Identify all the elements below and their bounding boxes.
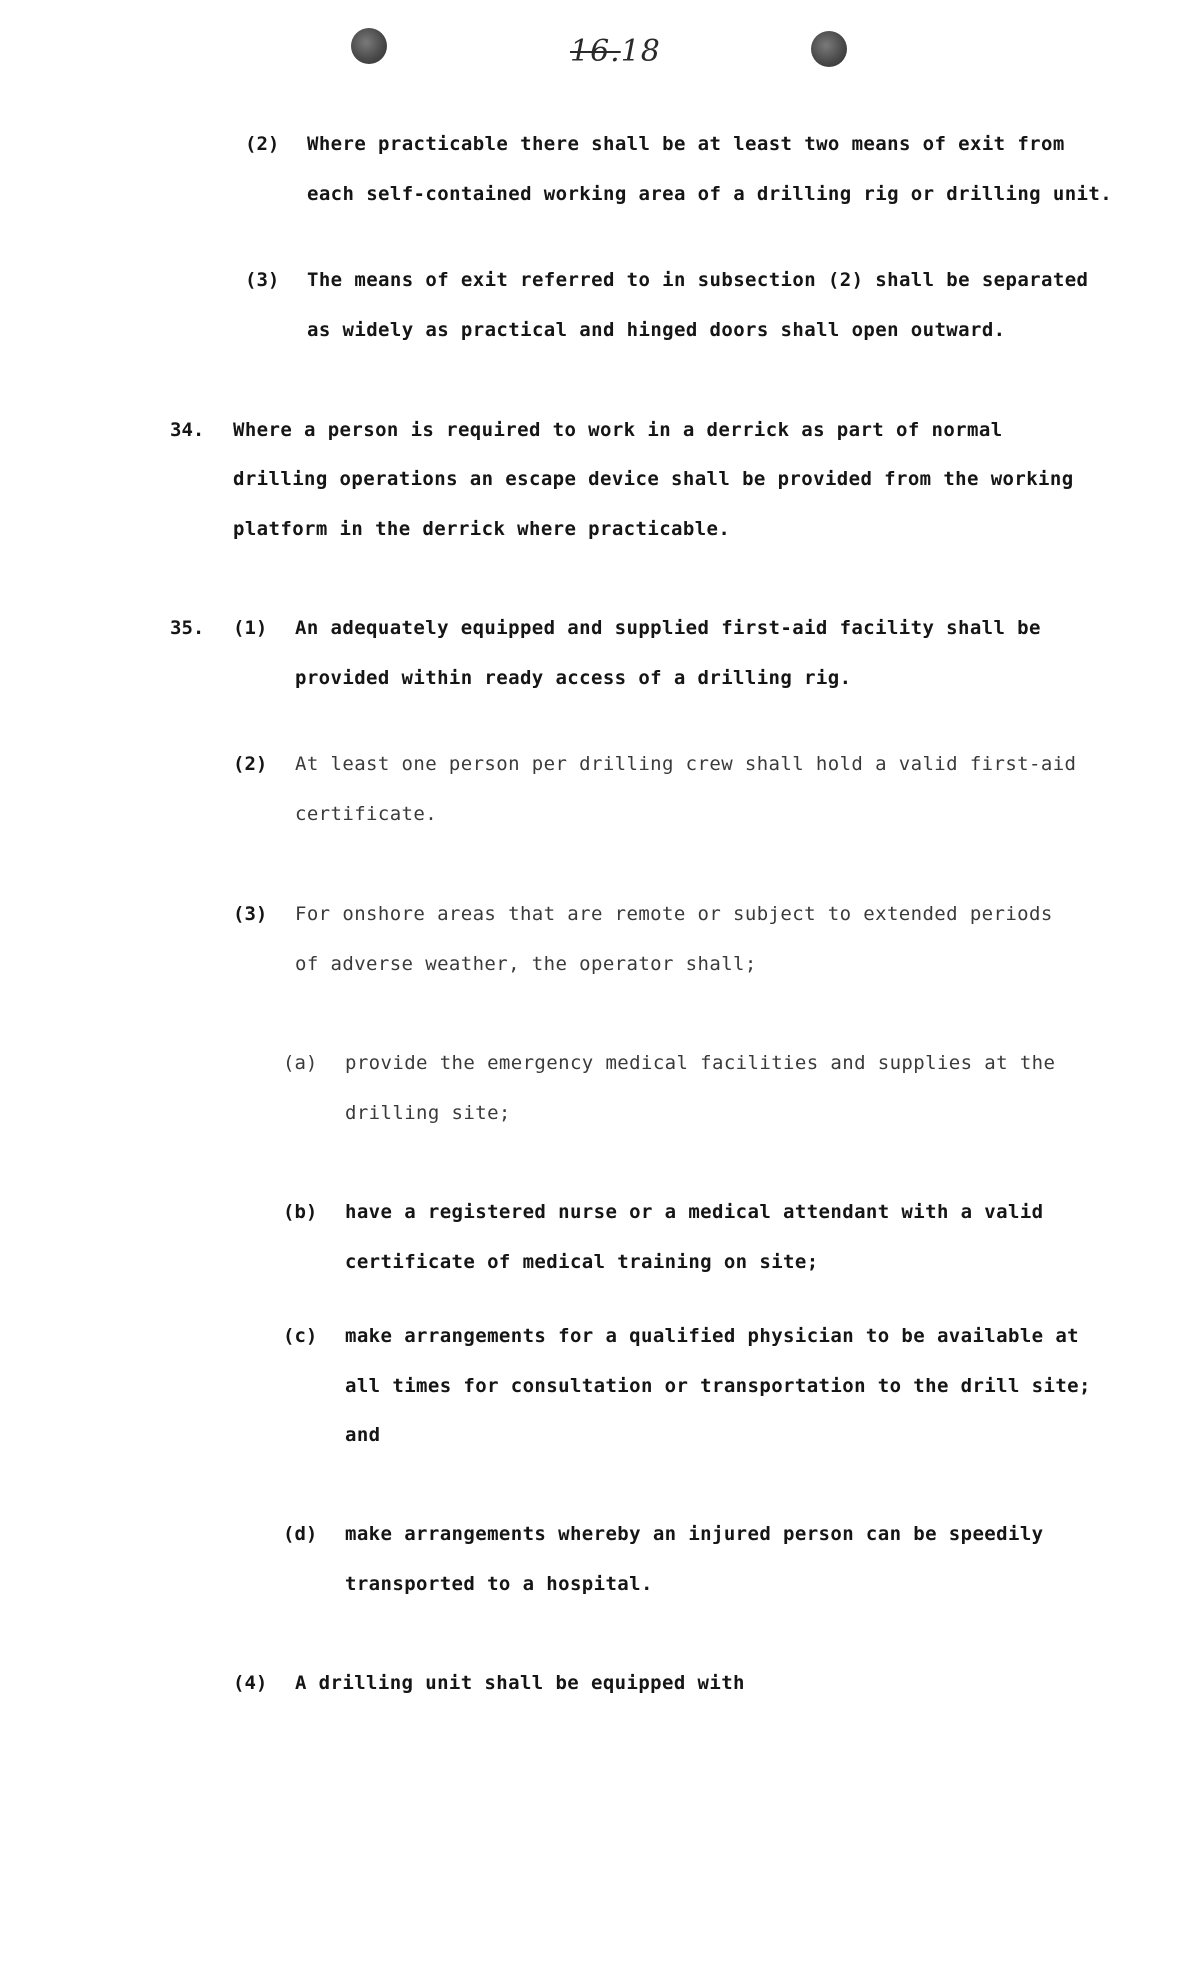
punch-hole-left [351, 28, 387, 64]
paragraph-line: drilling site; [345, 1102, 511, 1124]
subsection-label: (4) [233, 1672, 268, 1694]
item-label: (c) [283, 1325, 318, 1347]
punch-hole-right [811, 31, 847, 67]
paragraph-line: Where a person is required to work in a derrick as part of normal [233, 419, 1003, 441]
paragraph-line: provided within ready access of a drilling rig. [295, 667, 852, 689]
paragraph-line: have a registered nurse or a medical attendant with a valid [345, 1201, 1044, 1223]
paragraph-line: A drilling unit shall be equipped with [295, 1672, 745, 1694]
page-number [570, 34, 661, 69]
paragraph-line: Where practicable there shall be at least two means of exit from [307, 133, 1065, 155]
paragraph-line: provide the emergency medical facilities and supplies at the [345, 1052, 1056, 1074]
subsection-label: (2) [233, 753, 268, 775]
item-label: (a) [283, 1052, 318, 1074]
subsection-label: (2) [245, 133, 280, 155]
paragraph-line: certificate of medical training on site; [345, 1251, 819, 1273]
paragraph-line: of adverse weather, the operator shall; [295, 953, 757, 975]
paragraph-line: certificate. [295, 803, 438, 825]
subsection-label: (1) [233, 617, 268, 639]
section-number: 34. [170, 419, 205, 441]
page-number-current: 18 [620, 34, 661, 69]
paragraph-line: drilling operations an escape device shall be provided from the working [233, 468, 1074, 490]
paragraph-line: and [345, 1424, 381, 1446]
subsection-label: (3) [233, 903, 268, 925]
item-label: (d) [283, 1523, 318, 1545]
paragraph-line: At least one person per drilling crew shall hold a valid first-aid [295, 753, 1077, 775]
paragraph-line: The means of exit referred to in subsection (2) shall be separated [307, 269, 1089, 291]
paragraph-line: For onshore areas that are remote or subject to extended periods [295, 903, 1053, 925]
paragraph-line: platform in the derrick where practicable. [233, 518, 731, 540]
paragraph-line: all times for consultation or transportation to the drill site; [345, 1375, 1091, 1397]
paragraph-line: make arrangements for a qualified physician to be available at [345, 1325, 1080, 1347]
item-label: (b) [283, 1201, 318, 1223]
paragraph-line: each self-contained working area of a drilling rig or drilling unit. [307, 183, 1113, 205]
section-number: 35. [170, 617, 205, 639]
paragraph-line: make arrangements whereby an injured person can be speedily [345, 1523, 1044, 1545]
paragraph-line: An adequately equipped and supplied first-aid facility shall be [295, 617, 1041, 639]
page-number-struck: 16. [570, 34, 621, 69]
paragraph-line: as widely as practical and hinged doors shall open outward. [307, 319, 1006, 341]
subsection-label: (3) [245, 269, 280, 291]
paragraph-line: transported to a hospital. [345, 1573, 653, 1595]
